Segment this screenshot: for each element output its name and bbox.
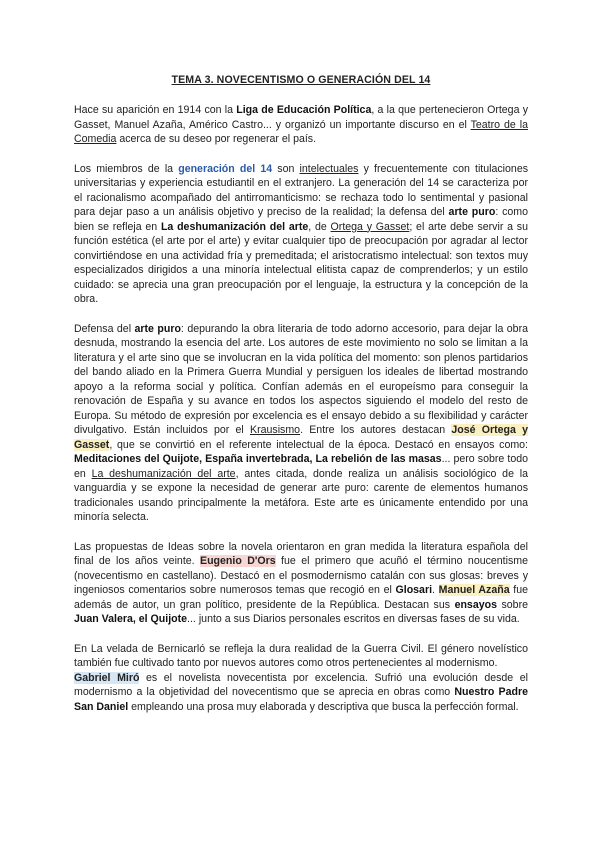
term-teatro: Teatro de la Comedia [74,118,528,145]
highlight-ortega: José Ortega y Gasset [74,424,528,451]
document-title: TEMA 3. NOVECENTISMO O GENERACIÓN DEL 14 [171,74,431,86]
term-krausismo: Krausismo [250,424,301,436]
term-liga: Liga de Educación Política [236,104,372,116]
term-ortega: Ortega y Gasset [330,220,410,233]
highlight-miro: Gabriel Miró [74,671,140,684]
term-deshumanizacion: La deshumanización del arte [91,467,236,480]
term-intelectuales: intelectuales [299,162,359,175]
paragraph-velada: En La velada de Bernicarló se refleja la dura realidad de la Guerra Civil. El género novelístico también fue cultivado tanto por nuevos autores como otros pertenecientes al modernismo. [74,642,528,669]
highlight-azana: Manuel Azaña [438,584,510,596]
paragraph-arte-puro: Defensa del arte puro: depurando la obra literaria de todo adorno accesorio, para dejar la obra desnuda, mostrando la esencia del arte. Los autores de este movimiento no solo se limitan a la literatura y el arte sino que se involucran en la vida política del momento: son plenos partidarios del bando aliado en la Primera Guerra Mundial y persiguen los ideales de libertad mostrando apoyo a la reforma social y política. Confían además en el europeísmo para conseguir la renovación de España y su avance en todos los aspectos siguiendo el modelo del resto de Europa. Su método de expresión por excelencia es el ensayo debido a su flexibilidad y carácter divulgativo. Están incluidos por el Krausismo. Entre los autores destacan José Ortega y Gasset, que se convirtió en el referente intelectual de la época. Destacó en ensayos como: Meditaciones del Quijote, España invertebrada, La rebelión de las masas... pero sobre todo en La deshumanización del arte, antes citada, donde realiza un análisis sociológico de la vanguardia y se expone la necesidad de generar arte puro: carente de elementos humanos tradicionales usando principalmente la metáfora. Este arte es únicamente entendido por una minoría selecta. [74,322,528,523]
paragraph-miro: Gabriel Miró es el novelista novecentista por excelencia. Sufrió una evolución desde el modernismo a la objetividad del novecentismo que se aprecia en obras como Nuestro Padre San Daniel empleando una prosa muy elaborada y descriptiva que busca la perfección formal. [74,671,529,713]
highlight-dors: Eugenio D'Ors [200,555,276,567]
term-generacion: generación del 14 [178,162,273,175]
paragraph-intro: Hace su aparición en 1914 con la Liga de Educación Política, a la que pertenecieron Ortega y Gasset, Manuel Azaña, Américo Castro... y organizó un importante discurso en el Teatro de la Comedia acerca de su deseo por regenerar el país. [74,104,528,145]
paragraph-propuestas: Las propuestas de Ideas sobre la novela orientaron en gran medida la literatura española del final de los años veinte. Eugenio D'Ors fue el primero que acuñó el término noucentisme (novecentismo en castellano). Destacó en el posmodernismo catalán con sus glosas: breves y ingeniosos comentarios sobre numerosos temas que recogió en el Glosari. Manuel Azaña fue además de autor, un gran político, presidente de la República. Destacan sus ensayos sobre Juan Valera, el Quijote... junto a sus Diarios personales escritos en diversas fases de su vida. [74,540,528,625]
paragraph-members: Los miembros de la generación del 14 son intelectuales y frecuentemente con titulaciones universitarias y experiencia estudiantil en el extranjero. La generación del 14 se caracteriza por el racionalismo acompañado del antirromanticismo: se rechaza todo lo sentimental y pasional para dejar paso a un análisis objetivo y preciso de la realidad; la defensa del arte puro: como bien se refleja en La deshumanización del arte, de Ortega y Gasset; el arte debe servir a su función estética (el arte por el arte) y evitar cualquier tipo de preocupación por agradar al lector convirtiéndose en una actividad fría y premeditada; el aristocratismo intelectual: son textos muy especializados dirigidos a una minoría intelectual elitista capaz de comprenderlos; y un estilo cuidado: se aprecia una gran preocupación por el lenguaje, la estructura y la concepción de la obra. [74,162,529,305]
